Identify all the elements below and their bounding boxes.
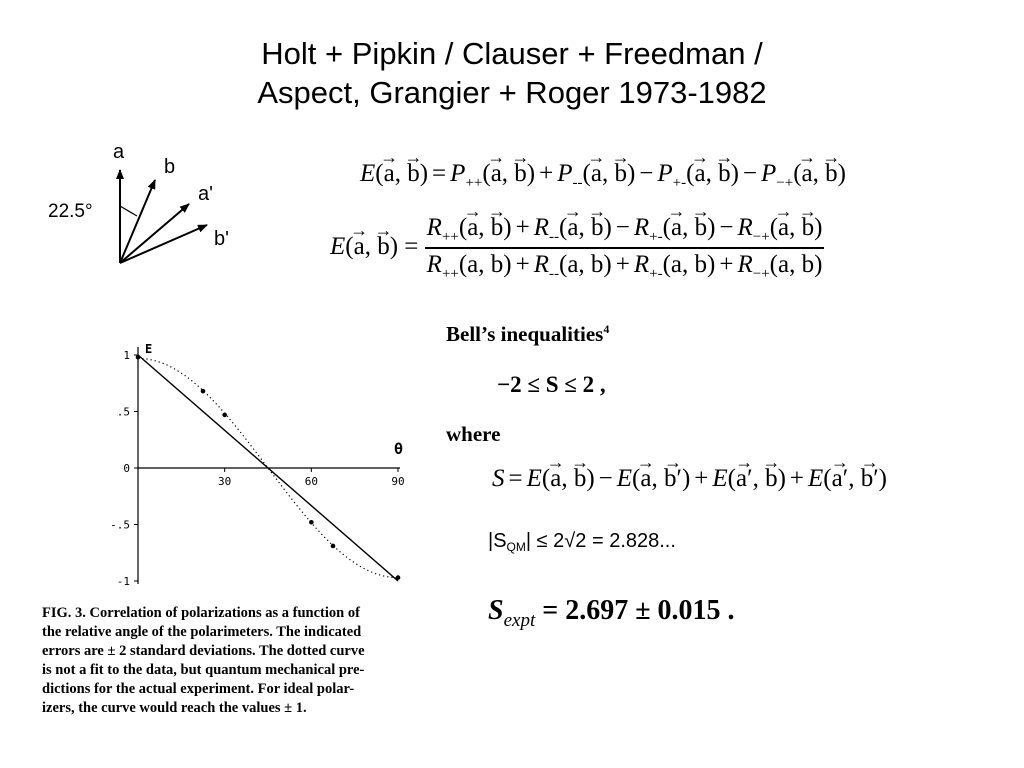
eq2-num-open-paren: (: [559, 214, 568, 241]
eq2-fraction: [425, 214, 825, 283]
eq1-term-comma: ,: [812, 160, 826, 187]
eq1-term-close-paren: ): [837, 160, 846, 187]
eq2-num-subscript: --: [549, 229, 560, 245]
s-def-term-comma: ,: [752, 465, 766, 492]
s-definition-equation: [492, 465, 887, 493]
caption-line: dictions for the actual experiment. For ideal polar-: [42, 681, 355, 697]
chart-y-tick-label: 0: [123, 462, 130, 475]
eq1-lhs-close-paren: ): [419, 160, 429, 187]
s-def-term-comma: ,: [561, 465, 574, 492]
eq2-num-open-paren: (: [769, 214, 779, 241]
s-def-E: E: [616, 465, 633, 492]
data-point: [201, 389, 206, 394]
eq2-num-letter: R: [633, 214, 650, 241]
vector-a-prime-label: a': [198, 183, 213, 205]
eq2-num-arg2: → b: [491, 214, 504, 242]
s-def-term-close-paren: ): [681, 465, 691, 492]
vector-b-prime-label: b': [214, 228, 229, 250]
eq2-equals: =: [398, 233, 425, 261]
eq2-num-arg2: → b: [695, 214, 708, 242]
eq2-numerator: [425, 214, 825, 249]
eq2-lhs-arg2: → b: [377, 233, 390, 261]
eq2-lhs-comma: ,: [364, 233, 378, 261]
eq1-term-close-paren: ): [526, 160, 536, 187]
eq1-term-subscript: +-: [672, 175, 687, 191]
eq2-num-letter: R: [737, 214, 753, 241]
eq1-term-subscript: --: [572, 175, 583, 191]
where-label: where: [446, 422, 501, 446]
eq1-term-letter: P: [657, 160, 673, 187]
s-def-term-arg2: → b: [574, 465, 587, 493]
s-def-term-open-paren: (: [632, 465, 641, 492]
eq2-num-letter: R: [426, 214, 442, 241]
eq2-num-close-paren: ): [814, 214, 823, 241]
eq2-den-subscript: ++: [441, 266, 459, 282]
eq1-term-arg2: → b: [614, 160, 627, 188]
eq1-term-open-paren: (: [686, 160, 695, 187]
data-point: [222, 413, 227, 418]
eq2-num-letter: R: [533, 214, 550, 241]
eq1-term-sign: =: [432, 160, 447, 187]
eq2-den-letter: R: [633, 251, 650, 278]
caption-line: is not a fit to the data, but quantum mechanical pre-: [42, 662, 365, 678]
eq2-num-comma: ,: [578, 214, 591, 241]
vector-b-label: b: [164, 156, 176, 178]
eq1-term-arg1: → a: [694, 160, 705, 188]
eq1-term-arg1: → a: [802, 160, 813, 188]
eq1-term-open-paren: (: [482, 160, 491, 187]
eq1-term-letter: P: [761, 160, 777, 187]
eq1-lhs-E: E: [360, 160, 376, 187]
eq2-denominator: [425, 249, 825, 283]
bell-inequality: −2 ≤ S ≤ 2 ,: [497, 372, 606, 397]
chart-y-axis-label: E: [145, 342, 153, 356]
s-def-term-arg1: → a: [640, 465, 651, 493]
s-def-E: E: [808, 465, 824, 492]
chart-x-tick-label: 30: [218, 475, 232, 488]
eq2-num-arg1: → a: [467, 214, 478, 242]
s-def-term-arg1: → a′: [736, 465, 753, 493]
eq1-term-sign: −: [639, 160, 654, 187]
s-def-term-arg1: → a: [550, 465, 561, 493]
eq1-term-subscript: ++: [465, 175, 483, 191]
eq1-term-arg2: → b: [718, 160, 731, 188]
s-def-sign: +: [789, 465, 805, 492]
s-def-term-close-paren: ): [878, 465, 887, 492]
caption-line: izers, the curve would reach the values ± 1.: [42, 700, 307, 716]
data-point: [309, 520, 314, 525]
s-def-term-comma: ,: [651, 465, 664, 492]
eq2-den-letter: R: [426, 251, 442, 278]
eq2-num-sign: +: [515, 214, 530, 241]
eq1-term-sign: +: [539, 160, 554, 187]
eq1-lhs-arg1: → a: [384, 160, 395, 188]
eq1-lhs-arg2: → b: [407, 160, 420, 188]
eq2-num-arg1: → a: [671, 214, 682, 242]
slide-title: [0, 34, 1024, 112]
s-def-sign: =: [508, 465, 523, 492]
eq2-num-comma: ,: [682, 214, 695, 241]
polarizer-angle-diagram: [40, 138, 250, 273]
vector-a-prime-arrow: [120, 204, 189, 263]
eq2-den-args: (a, b): [559, 251, 612, 278]
sexpt-subscript: expt: [503, 610, 536, 631]
eq1-term-comma: ,: [705, 160, 719, 187]
s-def-term-arg2: → b: [765, 465, 778, 493]
sexpt-letter: S: [488, 595, 504, 626]
eq1-lhs-comma: ,: [394, 160, 408, 187]
title-line-2: Aspect, Grangier + Roger 1973-1982: [257, 75, 767, 110]
eq2-den-args: (a, b): [769, 251, 823, 278]
sqm-prefix: |S: [488, 530, 507, 552]
eq2-num-close-paren: ): [503, 214, 512, 241]
eq1-term-comma: ,: [601, 160, 615, 187]
eq1-term-open-paren: (: [793, 160, 802, 187]
title-line-1: Holt + Pipkin / Clauser + Freedman /: [261, 36, 763, 71]
bell-inequalities-heading: [446, 322, 609, 347]
s-def-term-close-paren: ): [777, 465, 786, 492]
chart-y-tick-label: 1: [123, 349, 130, 362]
sexpt-value: = 2.697 ± 0.015 .: [542, 595, 735, 626]
eq1-term-arg2: → b: [825, 160, 838, 188]
chart-x-tick-label: 60: [304, 475, 318, 488]
eq2-lhs-close-paren: ): [389, 233, 399, 261]
eq2-num-sign: −: [615, 214, 630, 241]
eq2-num-close-paren: ): [707, 214, 716, 241]
vector-a-label: a: [113, 141, 125, 163]
eq2-num-subscript: ++: [441, 229, 459, 245]
eq1-term-arg2: → b: [514, 160, 527, 188]
chart-y-tick-label: -.5: [110, 518, 130, 532]
eq2-num-open-paren: (: [662, 214, 671, 241]
eq1-term-close-paren: ): [730, 160, 739, 187]
bell-title-text: Bell’s inequalities: [446, 322, 604, 346]
eq2-lhs-open-paren: (: [345, 233, 354, 261]
s-def-term-open-paren: (: [823, 465, 832, 492]
eq2-den-letter: R: [533, 251, 549, 278]
eq2-den-args: (a, b): [458, 251, 512, 278]
eq2-den-args: (a, b): [662, 251, 716, 278]
eq1-term-comma: ,: [501, 160, 515, 187]
eq1-term-subscript: −+: [776, 175, 794, 191]
eq2-num-arg2: → b: [591, 214, 604, 242]
eq2-num-sign: −: [719, 214, 734, 241]
eq2-num-arg2: → b: [802, 214, 815, 242]
figure-caption: [42, 604, 482, 718]
eq1-term-close-paren: ): [626, 160, 636, 187]
eq2-den-subscript: --: [549, 266, 559, 282]
eq2-num-subscript: +-: [649, 229, 663, 245]
s-def-term-arg1: → a′: [832, 465, 849, 493]
eq2-num-subscript: −+: [752, 229, 770, 245]
eq1-term-arg1: → a: [491, 160, 502, 188]
correlation-equation-probabilities: [360, 160, 846, 192]
s-def-term-close-paren: ): [586, 465, 595, 492]
eq1-term-letter: P: [557, 160, 573, 187]
caption-line: the relative angle of the polarimeters. The indicated: [42, 624, 362, 640]
footnote-marker: 4: [603, 322, 610, 336]
data-point: [331, 544, 336, 549]
angle-arc: [120, 206, 137, 216]
eq2-den-letter: R: [737, 251, 753, 278]
s-def-term-arg2: → b′: [861, 465, 879, 493]
chart-x-axis-label: θ: [394, 440, 404, 458]
eq2-num-arg1: → a: [567, 214, 578, 242]
data-point: [396, 575, 401, 580]
correlation-equation-rates: [330, 214, 824, 283]
correlation-chart: [100, 338, 430, 594]
chart-y-tick-label: .5: [116, 405, 130, 419]
eq2-lhs-E: E: [330, 233, 346, 261]
eq2-den-subscript: +-: [649, 266, 663, 282]
s-def-sign: −: [598, 465, 613, 492]
eq1-term-letter: P: [450, 160, 466, 187]
s-def-sign: +: [694, 465, 709, 492]
eq2-num-open-paren: (: [458, 214, 468, 241]
eq2-lhs-arg1: → a: [354, 233, 365, 261]
chart-y-tick-label: -1: [116, 575, 130, 588]
eq2-den-sign: +: [515, 251, 530, 278]
quantum-bound: [488, 530, 676, 554]
caption-line: FIG. 3. Correlation of polarizations as a function of: [42, 605, 360, 621]
eq1-term-sign: −: [742, 160, 758, 187]
eq2-num-comma: ,: [789, 214, 802, 241]
eq2-den-subscript: −+: [752, 266, 770, 282]
sqm-suffix: | ≤ 2√2 = 2.828...: [525, 530, 676, 552]
eq1-term-arg1: → a: [591, 160, 602, 188]
experimental-result: [488, 595, 735, 632]
eq2-num-arg1: → a: [778, 214, 789, 242]
data-point: [136, 355, 141, 360]
s-def-term-comma: ,: [848, 465, 861, 492]
s-def-term-open-paren: (: [541, 465, 551, 492]
eq2-num-comma: ,: [478, 214, 491, 241]
angle-label: 22.5°: [48, 201, 93, 222]
s-def-E: E: [712, 465, 728, 492]
s-def-E: E: [526, 465, 542, 492]
chart-x-tick-label: 90: [391, 475, 405, 488]
s-def-lhs: S: [492, 465, 505, 492]
s-def-term-arg2: → b′: [664, 465, 682, 493]
eq2-den-sign: +: [719, 251, 734, 278]
eq1-term-open-paren: (: [582, 160, 591, 187]
caption-line: errors are ± 2 standard deviations. The dotted curve: [42, 643, 365, 659]
sqm-subscript: QM: [506, 540, 526, 554]
s-def-term-open-paren: (: [727, 465, 736, 492]
eq2-den-sign: +: [615, 251, 630, 278]
eq2-num-close-paren: ): [603, 214, 612, 241]
eq1-lhs-open-paren: (: [375, 160, 384, 187]
